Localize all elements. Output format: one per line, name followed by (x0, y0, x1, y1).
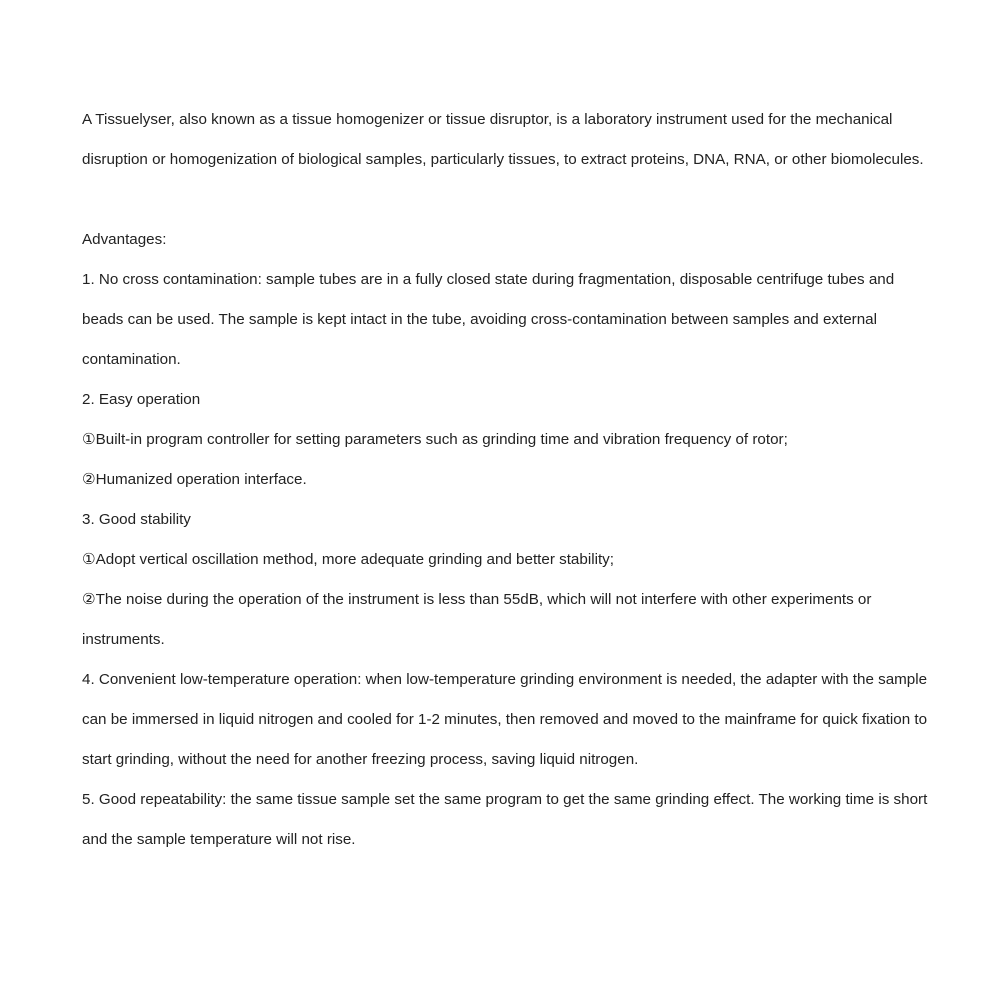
advantages-heading: Advantages: (82, 231, 167, 248)
document-body (82, 100, 932, 860)
advantage-item-2-sub-2: ②Humanized operation interface. (82, 471, 307, 488)
advantage-item-2: 2. Easy operation (82, 391, 201, 408)
advantage-item-3-sub-1: ①Adopt vertical oscillation method, more adequate grinding and better stability; (82, 551, 614, 568)
advantage-item-4: 4. Convenient low-temperature operation: when low-temperature grinding environment is needed, the adapter with the sample can be immersed in liquid nitrogen and cooled for 1-2 minutes, then removed and moved to the mainframe for quick fixation to start grinding, without the need for another freezing process, saving liquid nitrogen. (82, 671, 928, 768)
advantage-item-3-sub-2: ②The noise during the operation of the instrument is less than 55dB, which will not interfere with other experiments or instruments. (82, 591, 872, 648)
advantage-item-2-sub-1: ①Built-in program controller for setting parameters such as grinding time and vibration frequency of rotor; (82, 431, 788, 448)
advantage-item-1: 1. No cross contamination: sample tubes are in a fully closed state during fragmentation, disposable centrifuge tubes and beads can be used. The sample is kept intact in the tube, avoiding cross-contamination between samples and external contamination. (82, 271, 895, 368)
advantage-item-5: 5. Good repeatability: the same tissue sample set the same program to get the same grinding effect. The working time is short and the sample temperature will not rise. (82, 791, 928, 848)
advantage-item-3: 3. Good stability (82, 511, 191, 528)
paragraph-spacer (82, 180, 932, 220)
intro-paragraph: A Tissuelyser, also known as a tissue homogenizer or tissue disruptor, is a laboratory instrument used for the mechanical disruption or homogenization of biological samples, particularly tissues, to extract proteins, DNA, RNA, or other biomolecules. (82, 111, 924, 168)
